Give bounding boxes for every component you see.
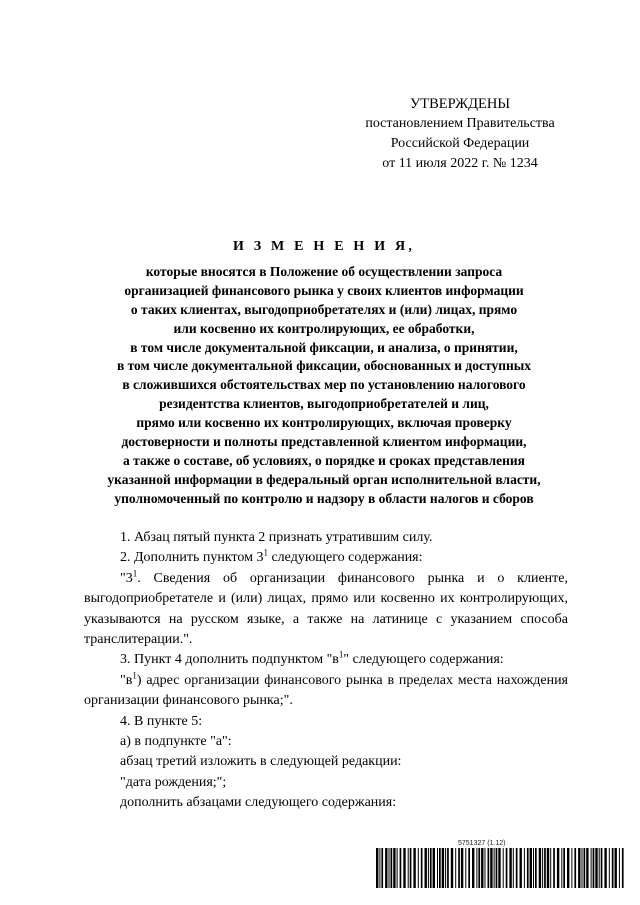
heading-line: в том числе документальной фиксации, и анализа, о принятии, bbox=[130, 339, 518, 355]
heading-line: в сложившихся обстоятельствах мер по установлению налогового bbox=[122, 377, 526, 393]
paragraph: а) в подпункте "а": bbox=[120, 734, 232, 750]
document-heading bbox=[84, 238, 564, 509]
approval-title: УТВЕРЖДЕНЫ bbox=[409, 96, 511, 112]
paragraph: дополнить абзацами следующего содержания: bbox=[120, 795, 397, 811]
heading-line: резидентства клиентов, выгодоприобретателей и лиц, bbox=[159, 396, 489, 412]
approval-date: от 11 июля 2022 г. № 1234 bbox=[382, 156, 538, 171]
heading-line: в том числе документальной фиксации, обоснованных и доступных bbox=[116, 358, 532, 374]
heading-line: которые вносятся в Положение об осуществлении запроса bbox=[145, 263, 503, 279]
paragraph: абзац третий изложить в следующей редакции: bbox=[120, 754, 402, 770]
heading-line: прямо или косвенно их контролирующих, включая проверку bbox=[136, 415, 512, 431]
barcode-icon bbox=[376, 848, 624, 888]
paragraph: "$3^1$. Сведения об организации финансового рынка и о клиенте, выгодоприобретателе и (или) лицах, прямо или косвенно их контролирующих, указываются на русском языке, а также на латинице с указанием способа транслитерации.". bbox=[84, 568, 568, 648]
paragraph: "$в^1$) адрес организации финансового рынка в пределах места нахождения организации финансового рынка;". bbox=[84, 670, 568, 709]
approval-stamp bbox=[330, 94, 590, 174]
heading-line: или косвенно их контролирующих, ее обработки, bbox=[173, 320, 475, 336]
approval-line: постановлением Правительства bbox=[365, 116, 555, 131]
approval-line: Российской Федерации bbox=[390, 136, 530, 151]
heading-line: уполномоченный по контролю и надзору в области налогов и сборов bbox=[114, 490, 534, 506]
heading-line: организацией финансового рынка у своих клиентов информации bbox=[124, 282, 524, 298]
heading-line: достоверности и полноты представленной клиентом информации, bbox=[121, 434, 527, 450]
document-code: 5751327 (1.12) bbox=[458, 840, 506, 847]
paragraph: 1. Абзац пятый пункта 2 признать утратившим силу. bbox=[120, 530, 433, 545]
paragraph: "дата рождения;"; bbox=[120, 774, 227, 790]
paragraph: 2. Дополнить пунктом $3^1$ следующего содержания: bbox=[120, 547, 423, 566]
paragraph: 4. В пункте 5: bbox=[120, 713, 203, 729]
document-body bbox=[84, 528, 568, 814]
heading-line: а также о составе, об условиях, о порядке и сроках представления bbox=[123, 452, 525, 468]
paragraph: 3. Пункт 4 дополнить подпунктом "$в^1$" следующего содержания: bbox=[120, 649, 504, 668]
heading-line: указанной информации в федеральный орган исполнительной власти, bbox=[107, 471, 541, 487]
heading-line: о таких клиентах, выгодоприобретателях и (или) лицах, прямо bbox=[130, 301, 518, 317]
document-title: И З М Е Н Е Н И Я, bbox=[232, 239, 416, 254]
